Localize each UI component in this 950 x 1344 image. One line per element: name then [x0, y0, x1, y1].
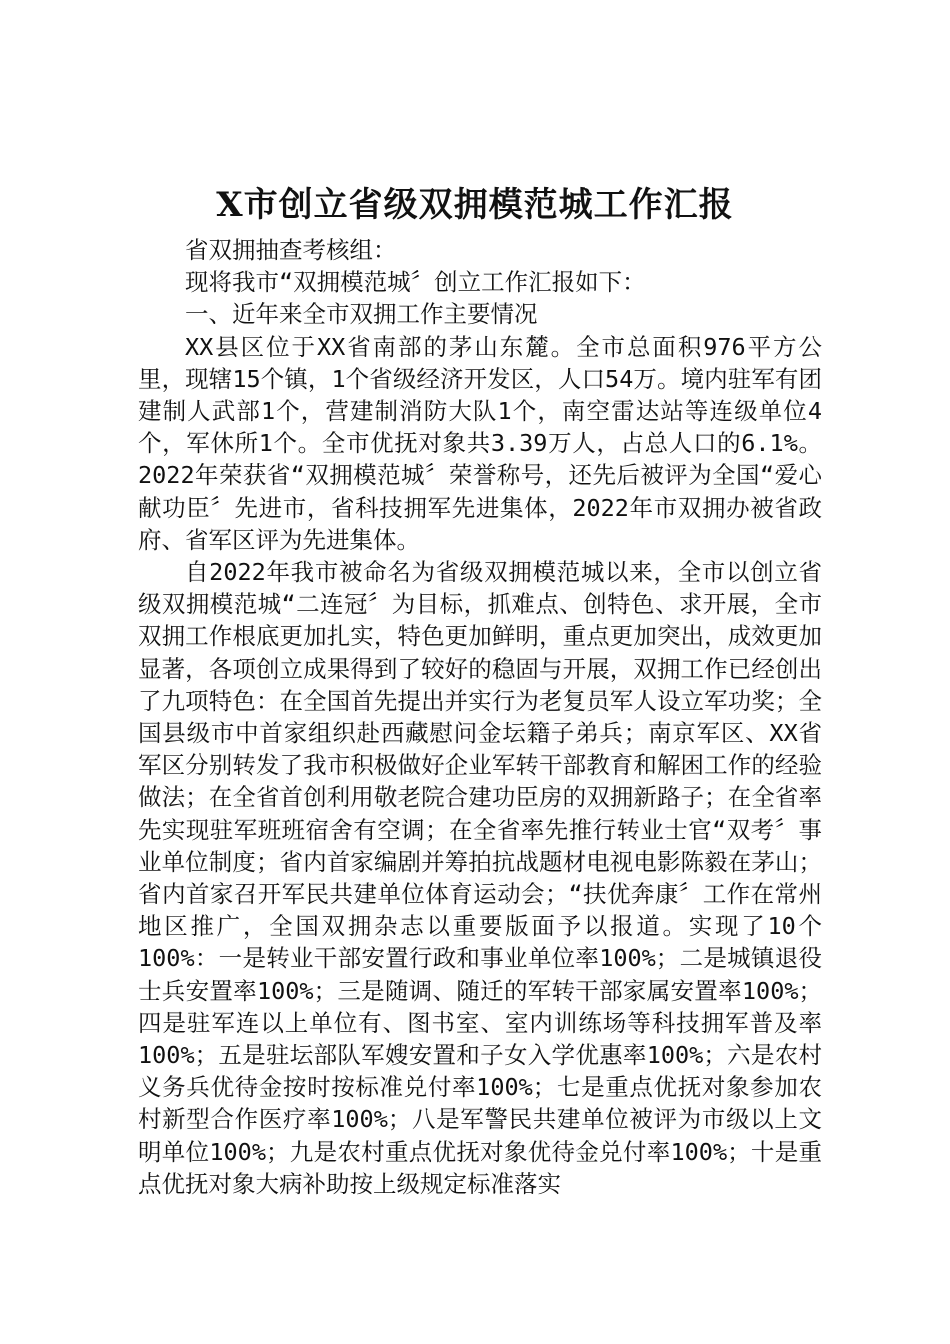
paragraph-intro: 现将我市“双拥模范城〞创立工作汇报如下：: [185, 268, 646, 297]
paragraph-salutation: 省双拥抽查考核组：: [185, 236, 397, 264]
document-title: X市创立省级双拥模范城工作汇报: [216, 185, 734, 225]
section-heading-1: 一、近年来全市双拥工作主要情况: [185, 300, 538, 329]
paragraph-overview: XX县区位于XX省南部的茅山东麓。全市总面积976平方公里，现辖15个镇，1个省级经济开发区，人口54万。境内驻军有团建制人武部1个，营建制消防大队1个，南空雷达站等连级单位4个，军休所1个。全市优抚对象共3.39万人，占总人口的6.1%。2022年荣获省“双拥模范城〞荣誉称号，还先后被评为全国“爱心献功臣〞先进市，省科技拥军先进集体，2022年市双拥办被省政府、省军区评为先进集体。: [138, 332, 822, 554]
document-body: [138, 234, 822, 1200]
paragraph-achievements: 自2022年我市被命名为省级双拥模范城以来，全市以创立省级双拥模范城“二连冠〞为目标，抓难点、创特色、求开展，全市双拥工作根底更加扎实，特色更加鲜明，重点更加突出，成效更加显著，各项创立成果得到了较好的稳固与开展，双拥工作已经创出了九项特色：在全国首先提出并实行为老复员军人设立军功奖；全国县级市中首家组织赴西藏慰问金坛籍子弟兵；南京军区、XX省军区分别转发了我市积极做好企业军转干部教育和解困工作的经验做法；在全省首创利用敬老院合建功臣房的双拥新路子；在全省率先实现驻军班班宿舍有空调；在全省率先推行转业士官“双考〞事业单位制度；省内首家编剧并筹拍抗战题材电视电影陈毅在茅山；省内首家召开军民共建单位体育运动会；“扶优奔康〞工作在常州地区推广，全国双拥杂志以重要版面予以报道。实现了10个100%：一是转业干部安置行政和事业单位率100%；二是城镇退役士兵安置率100%；三是随调、随迁的军转干部家属安置率100%；四是驻军连以上单位有、图书室、室内训练场等科技拥军普及率100%；五是驻坛部队军嫂安置和子女入学优惠率100%；六是农村义务兵优待金按时按标准兑付率100%；七是重点优抚对象参加农村新型合作医疗率100%；八是军警民共建单位被评为市级以上文明单位100%；九是农村重点优抚对象优待金兑付率100%；十是重点优抚对象大病补助按上级规定标准落实: [138, 558, 822, 1198]
